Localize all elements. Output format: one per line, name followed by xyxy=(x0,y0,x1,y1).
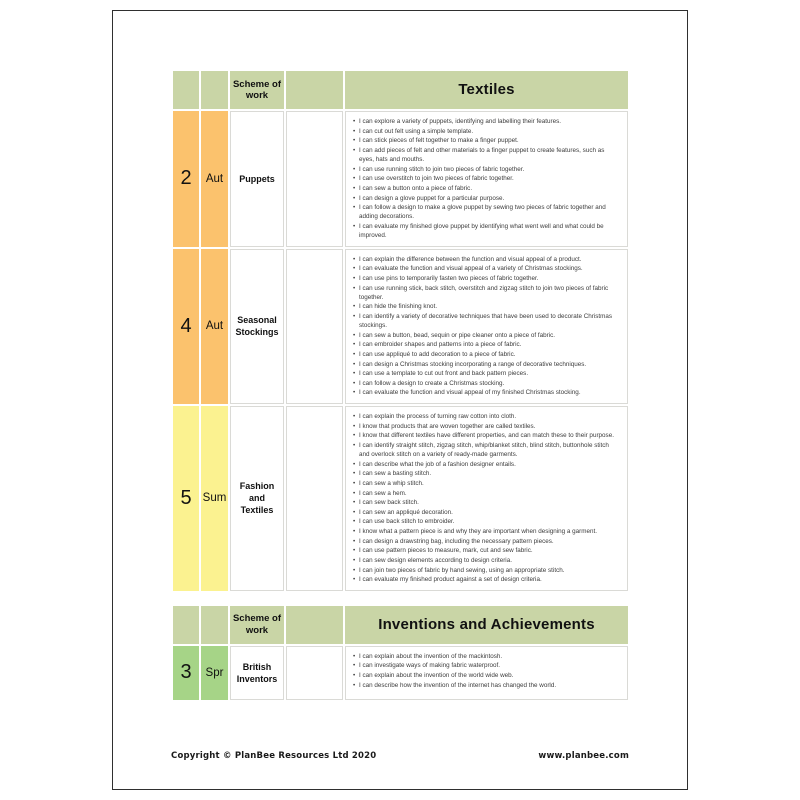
scheme-row xyxy=(173,406,628,591)
inventions-scheme-table xyxy=(171,604,630,702)
objective-item: • I know what a pattern piece is and why they are important when designing a garment. xyxy=(352,527,619,536)
header-row xyxy=(173,71,628,109)
blank-cell xyxy=(286,111,343,247)
objective-item: • I can use pins to temporarily fasten two pieces of fabric together. xyxy=(352,274,619,283)
term-cell: Sum xyxy=(201,406,228,591)
objective-item: • I can cut out felt using a simple template. xyxy=(352,127,619,136)
blank-cell xyxy=(286,406,343,591)
objective-item: • I can describe how the invention of the internet has changed the world. xyxy=(352,681,619,690)
tables-container xyxy=(171,69,630,702)
objective-item: • I know that different textiles have different properties, and can match these to their purpose. xyxy=(352,431,619,440)
header-blank-cell xyxy=(286,606,343,644)
objective-item: • I can use running stick, back stitch, overstitch and zigzag stitch to join two pieces of fabric together. xyxy=(352,284,619,302)
header-subject-cell: Inventions and Achievements xyxy=(345,606,628,644)
website-link[interactable]: www.planbee.com xyxy=(538,751,629,761)
header-subject-cell: Textiles xyxy=(345,71,628,109)
objective-item: • I can use overstitch to join two pieces of fabric together. xyxy=(352,174,619,183)
objective-item: • I can evaluate the function and visual appeal of my finished Christmas stocking. xyxy=(352,388,619,397)
objectives-cell xyxy=(345,406,628,591)
objective-item: • I can sew a basting stitch. xyxy=(352,469,619,478)
year-group-cell: 2 xyxy=(173,111,199,247)
objectives-list xyxy=(352,255,619,398)
header-term-cell xyxy=(201,71,228,109)
header-year-cell xyxy=(173,606,199,644)
objective-item: • I can use pattern pieces to measure, mark, cut and sew fabric. xyxy=(352,546,619,555)
objective-item: • I can join two pieces of fabric by hand sewing, using an appropriate stitch. xyxy=(352,566,619,575)
objectives-list xyxy=(352,652,619,690)
objectives-list xyxy=(352,117,619,240)
objective-item: • I can follow a design to create a Christmas stocking. xyxy=(352,379,619,388)
objective-item: • I can add pieces of felt and other materials to a finger puppet to create features, such as eyes, hats and mouths. xyxy=(352,146,619,164)
scheme-name-cell: Puppets xyxy=(230,111,284,247)
objective-item: • I can design a Christmas stocking incorporating a range of decorative techniques. xyxy=(352,360,619,369)
objective-item: • I can identify a variety of decorative techniques that have been used to decorate Christmas stockings. xyxy=(352,312,619,330)
textiles-scheme-table xyxy=(171,69,630,593)
objective-item: • I can explain about the invention of the world wide web. xyxy=(352,671,619,680)
objective-item: • I can explain the difference between the function and visual appeal of a product. xyxy=(352,255,619,264)
term-cell: Spr xyxy=(201,646,228,700)
objective-item: • I can explore a variety of puppets, identifying and labelling their features. xyxy=(352,117,619,126)
blank-cell xyxy=(286,646,343,700)
objective-item: • I can evaluate the function and visual appeal of a variety of Christmas stockings. xyxy=(352,264,619,273)
objective-item: • I can describe what the job of a fashion designer entails. xyxy=(352,460,619,469)
objective-item: • I can stick pieces of felt together to make a finger puppet. xyxy=(352,136,619,145)
copyright-text: Copyright © PlanBee Resources Ltd 2020 xyxy=(171,751,377,761)
objective-item: • I can explain the process of turning raw cotton into cloth. xyxy=(352,412,619,421)
scheme-row xyxy=(173,249,628,404)
header-row xyxy=(173,606,628,644)
header-year-cell xyxy=(173,71,199,109)
objective-item: • I can follow a design to make a glove puppet by sewing two pieces of fabric together and adding decorations. xyxy=(352,203,619,221)
term-cell: Aut xyxy=(201,111,228,247)
objective-item: • I can identify straight stitch, zigzag stitch, whip/blanket stitch, blind stitch, buttonhole stitch and overlock stitch on a variety of ready-made garments. xyxy=(352,441,619,459)
objectives-cell xyxy=(345,646,628,700)
objective-item: • I can sew back stitch. xyxy=(352,498,619,507)
scheme-row xyxy=(173,111,628,247)
objective-item: • I can sew an appliqué decoration. xyxy=(352,508,619,517)
objective-item: • I can evaluate my finished glove puppet by identifying what went well and what could be improved. xyxy=(352,222,619,240)
blank-cell xyxy=(286,249,343,404)
objectives-cell xyxy=(345,111,628,247)
header-blank-cell xyxy=(286,71,343,109)
objective-item: • I can design a glove puppet for a particular purpose. xyxy=(352,194,619,203)
objective-item: • I can sew a hem. xyxy=(352,489,619,498)
objectives-cell xyxy=(345,249,628,404)
year-group-cell: 4 xyxy=(173,249,199,404)
header-scheme-of-work-cell: Scheme of work xyxy=(230,606,284,644)
objective-item: • I can explain about the invention of the mackintosh. xyxy=(352,652,619,661)
objective-item: • I can sew a whip stitch. xyxy=(352,479,619,488)
year-group-cell: 5 xyxy=(173,406,199,591)
objective-item: • I can embroider shapes and patterns into a piece of fabric. xyxy=(352,340,619,349)
year-group-cell: 3 xyxy=(173,646,199,700)
objective-item: • I can use appliqué to add decoration to a piece of fabric. xyxy=(352,350,619,359)
page-footer xyxy=(171,751,629,761)
objective-item: • I can sew a button, bead, sequin or pipe cleaner onto a piece of fabric. xyxy=(352,331,619,340)
scheme-name-cell: Seasonal Stockings xyxy=(230,249,284,404)
objective-item: • I know that products that are woven together are called textiles. xyxy=(352,422,619,431)
term-cell: Aut xyxy=(201,249,228,404)
objective-item: • I can evaluate my finished product against a set of design criteria. xyxy=(352,575,619,584)
objective-item: • I can design a drawstring bag, including the necessary pattern pieces. xyxy=(352,537,619,546)
scheme-row xyxy=(173,646,628,700)
scheme-name-cell: Fashion and Textiles xyxy=(230,406,284,591)
objective-item: • I can use a template to cut out front and back pattern pieces. xyxy=(352,369,619,378)
header-scheme-of-work-cell: Scheme of work xyxy=(230,71,284,109)
objective-item: • I can use running stitch to join two pieces of fabric together. xyxy=(352,165,619,174)
objective-item: • I can sew a button onto a piece of fabric. xyxy=(352,184,619,193)
scheme-name-cell: British Inventors xyxy=(230,646,284,700)
objectives-list xyxy=(352,412,619,584)
header-term-cell xyxy=(201,606,228,644)
objective-item: • I can hide the finishing knot. xyxy=(352,302,619,311)
objective-item: • I can sew design elements according to design criteria. xyxy=(352,556,619,565)
objective-item: • I can use back stitch to embroider. xyxy=(352,517,619,526)
objective-item: • I can investigate ways of making fabric waterproof. xyxy=(352,661,619,670)
document-page xyxy=(112,10,688,790)
